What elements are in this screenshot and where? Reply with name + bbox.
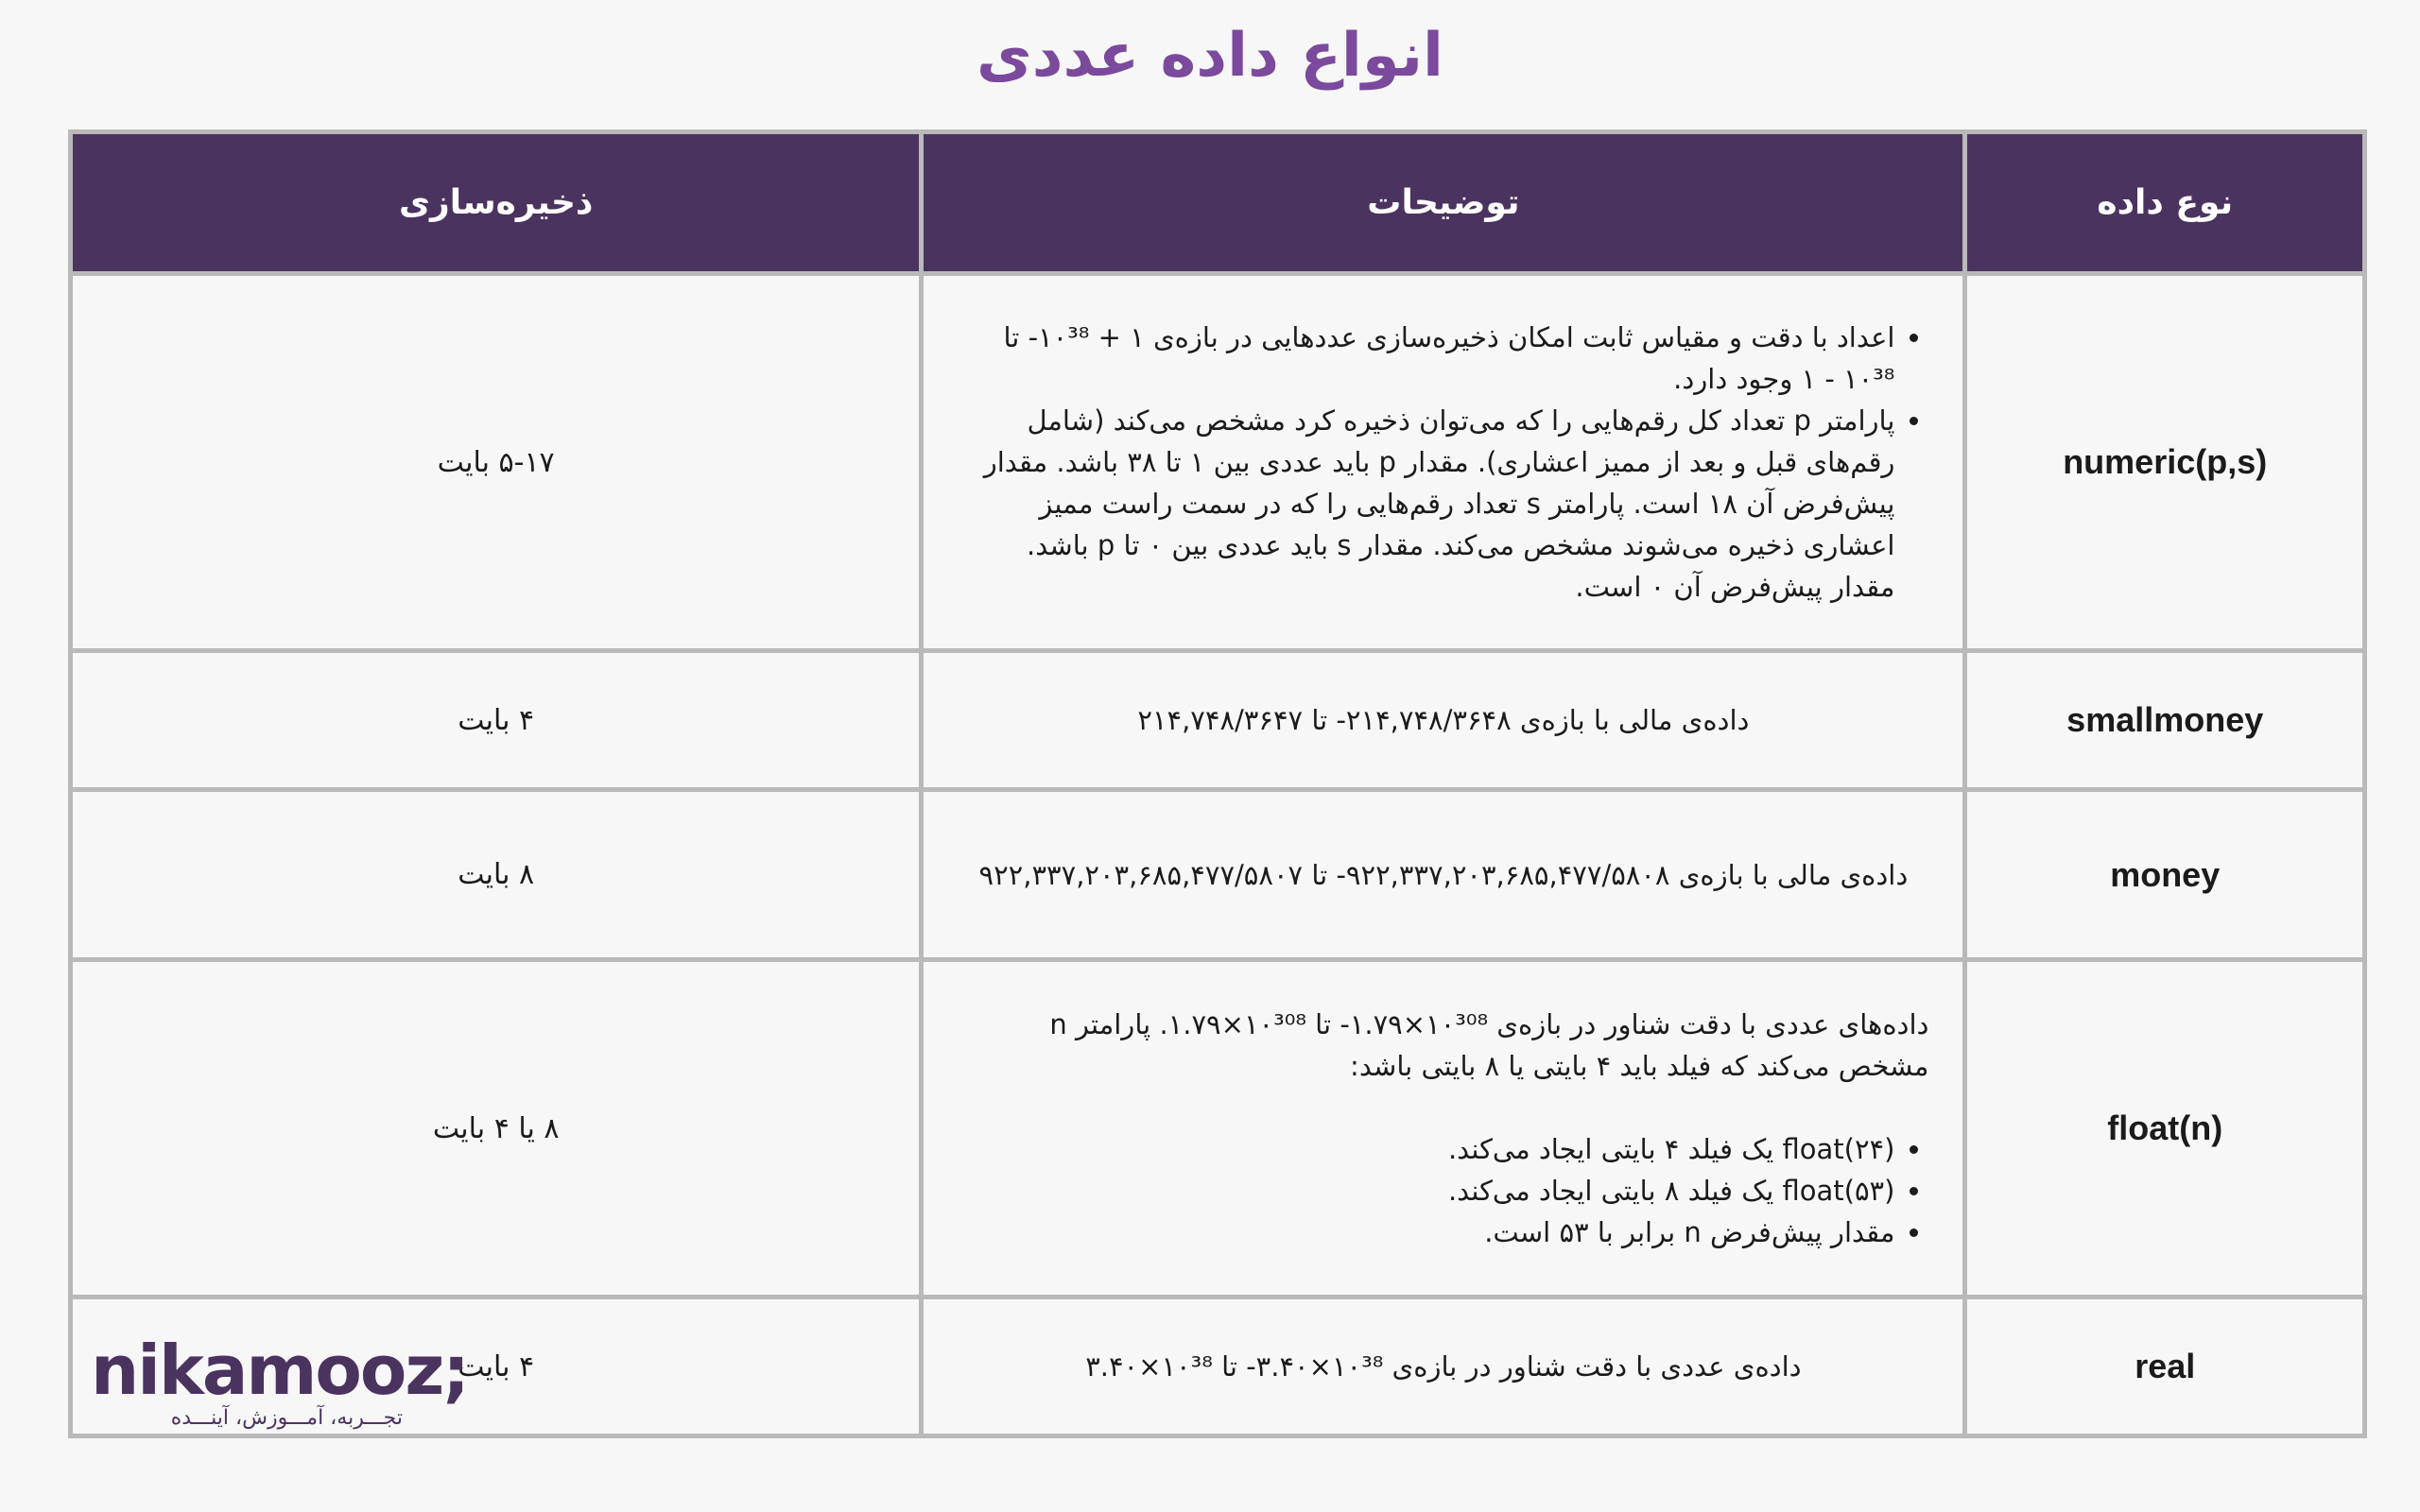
storage-cell: ۴ بایت — [71, 651, 922, 790]
description-cell — [922, 960, 1965, 1297]
description-intro: داده‌های عددی با دقت شناور در بازه‌ی ۱۰³⁰⁸×۱.۷۹- تا ۱۰³⁰⁸×۱.۷۹. پارامتر n مشخص می‌کند که فیلد باید ۴ بایتی یا ۸ بایتی باشد: — [1049, 1008, 1929, 1082]
storage-cell: ۸ بایت — [71, 790, 922, 960]
nikamooz-logo — [91, 1331, 469, 1431]
table-header-row — [71, 132, 2365, 274]
description-list — [958, 1128, 1928, 1253]
type-cell: numeric(p,s) — [1965, 274, 2365, 651]
header-type: نوع داده — [1965, 132, 2365, 274]
table-row — [71, 274, 2365, 651]
storage-cell: ۵-۱۷ بایت — [71, 274, 922, 651]
logo-tagline: تجـــربه، آمـــوزش، آینـــده — [170, 1406, 403, 1430]
description-list — [958, 317, 1928, 608]
list-item: • مقدار پیش‌فرض n برابر با ۵۳ است. — [958, 1211, 1894, 1253]
logo-wordmark: nikamooz; — [91, 1331, 469, 1410]
storage-cell: ۴ بایت — [71, 1297, 922, 1436]
description-cell — [922, 274, 1965, 651]
list-item: • float(۵۳) یک فیلد ۸ بایتی ایجاد می‌کند. — [958, 1170, 1894, 1211]
description-cell: داده‌ی عددی با دقت شناور در بازه‌ی ۱۰³⁸×۳.۴۰- تا ۱۰³⁸×۳.۴۰ — [922, 1297, 1965, 1436]
type-cell: smallmoney — [1965, 651, 2365, 790]
table-row — [71, 960, 2365, 1297]
description-cell: داده‌ی مالی با بازه‌ی ۲۱۴,۷۴۸/۳۶۴۸- تا ۲۱۴,۷۴۸/۳۶۴۷ — [922, 651, 1965, 790]
description-cell: داده‌ی مالی با بازه‌ی ۹۲۲,۳۳۷,۲۰۳,۶۸۵,۴۷۷/۵۸۰۸- تا ۹۲۲,۳۳۷,۲۰۳,۶۸۵,۴۷۷/۵۸۰۷ — [922, 790, 1965, 960]
list-item: • پارامتر p تعداد کل رقم‌هایی را که می‌توان ذخیره کرد مشخص می‌کند (شامل رقم‌های قبل و بعد از ممیز اعشاری). مقدار p باید عددی بین ۱ تا ۳۸ باشد. مقدار پیش‌فرض آن ۱۸ است. پارامتر s تعداد رقم‌هایی را که در سمت راست ممیز اعشاری ذخیره می‌شوند مشخص می‌کند. مقدار s باید عددی بین ۰ تا p باشد. مقدار پیش‌فرض آن ۰ است. — [958, 400, 1894, 608]
spacer — [958, 1087, 1928, 1128]
list-item: • float(۲۴) یک فیلد ۴ بایتی ایجاد می‌کند. — [958, 1128, 1894, 1170]
page-title: انواع داده عددی — [977, 21, 1443, 91]
table-row — [71, 790, 2365, 960]
type-cell: float(n) — [1965, 960, 2365, 1297]
table-row — [71, 651, 2365, 790]
numeric-types-table — [68, 129, 2367, 1438]
header-description: توضیحات — [922, 132, 1965, 274]
storage-cell: ۸ یا ۴ بایت — [71, 960, 922, 1297]
type-cell: real — [1965, 1297, 2365, 1436]
type-cell: money — [1965, 790, 2365, 960]
header-storage: ذخیره‌سازی — [71, 132, 922, 274]
list-item: • اعداد با دقت و مقیاس ثابت امکان ذخیره‌سازی عددهایی در بازه‌ی ۱ + ۱۰³⁸- تا ۱۰³⁸ - ۱ وجود دارد. — [958, 317, 1894, 400]
